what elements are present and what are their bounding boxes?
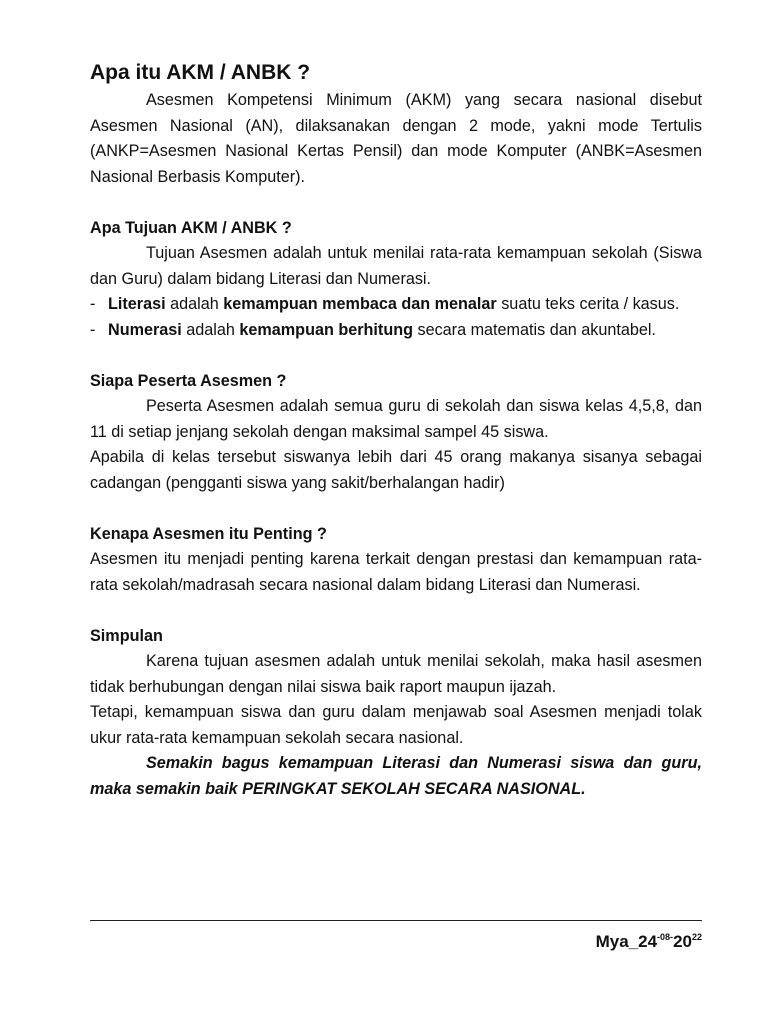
term-connector: adalah bbox=[181, 320, 240, 339]
section-spacer bbox=[90, 598, 702, 624]
simpulan-heading: Simpulan bbox=[90, 626, 163, 645]
definition-rest-literasi: suatu teks cerita / kasus. bbox=[496, 295, 680, 313]
peserta-heading: Siapa Peserta Asesmen ? bbox=[90, 371, 287, 390]
key-phrase-numerasi: kemampuan berhitung bbox=[239, 320, 413, 339]
document-body bbox=[90, 58, 702, 802]
tujuan-paragraph: Tujuan Asesmen adalah untuk menilai rata-rata kemampuan sekolah (Siswa dan Guru) dalam bidang Literasi dan Numerasi. bbox=[90, 244, 702, 288]
penting-paragraph: Asesmen itu menjadi penting karena terkait dengan prestasi dan kemampuan rata-rata sekolah/madrasah secara nasional dalam bidang Literasi dan Numerasi. bbox=[90, 550, 702, 594]
section-spacer bbox=[90, 190, 702, 216]
section-spacer bbox=[90, 343, 702, 369]
list-item-literasi bbox=[90, 292, 702, 318]
simpulan-paragraph: Karena tujuan asesmen adalah untuk menilai sekolah, maka hasil asesmen tidak berhubungan dengan nilai siswa baik raport maupun ijazah. bbox=[90, 652, 702, 696]
document-title: Apa itu AKM / ANBK ? bbox=[90, 61, 311, 84]
term-literasi: Literasi bbox=[108, 295, 166, 313]
intro-paragraph: Asesmen Kompetensi Minimum (AKM) yang secara nasional disebut Asesmen Nasional (AN), dilaksanakan dengan 2 mode, yakni mode Tertulis (ANKP=Asesmen Nasional Kertas Pensil) dan mode Komputer (ANBK=Asesmen Nasional Berbasis Komputer). bbox=[90, 91, 702, 186]
term-numerasi: Numerasi bbox=[108, 320, 182, 339]
signature-year-sup: 22 bbox=[691, 932, 702, 942]
term-connector: adalah bbox=[165, 295, 224, 313]
peserta-paragraph-2: Apabila di kelas tersebut siswanya lebih dari 45 orang makanya sisanya sebagai cadangan (pengganti siswa yang sakit/berhalangan hadir) bbox=[90, 448, 702, 492]
bullet-dash: - bbox=[90, 295, 96, 313]
footer-divider bbox=[90, 920, 702, 921]
section-spacer bbox=[90, 496, 702, 522]
signature-date-sup: -08- bbox=[657, 932, 674, 942]
tujuan-heading: Apa Tujuan AKM / ANBK ? bbox=[90, 218, 292, 237]
tujuan-list bbox=[90, 292, 702, 343]
author-signature bbox=[596, 926, 702, 953]
simpulan-paragraph-2: Tetapi, kemampuan siswa dan guru dalam menjawab soal Asesmen menjadi tolak ukur rata-rata kemampuan sekolah secara nasional. bbox=[90, 703, 702, 747]
list-item-numerasi bbox=[90, 318, 702, 344]
definition-rest-numerasi: secara matematis dan akuntabel. bbox=[412, 320, 656, 339]
key-phrase-literasi: kemampuan membaca dan menalar bbox=[223, 295, 497, 313]
signature-year: 20 bbox=[673, 932, 692, 951]
penting-heading: Kenapa Asesmen itu Penting ? bbox=[90, 524, 327, 543]
signature-name: Mya_24 bbox=[595, 932, 658, 951]
bullet-dash: - bbox=[90, 320, 96, 339]
peserta-paragraph: Peserta Asesmen adalah semua guru di sekolah dan siswa kelas 4,5,8, dan 11 di setiap jenjang sekolah dengan maksimal sampel 45 siswa. bbox=[90, 397, 702, 441]
simpulan-emphasis: Semakin bagus kemampuan Literasi dan Numerasi siswa dan guru, maka semakin baik PERINGKAT SEKOLAH SECARA NASIONAL. bbox=[90, 754, 702, 798]
